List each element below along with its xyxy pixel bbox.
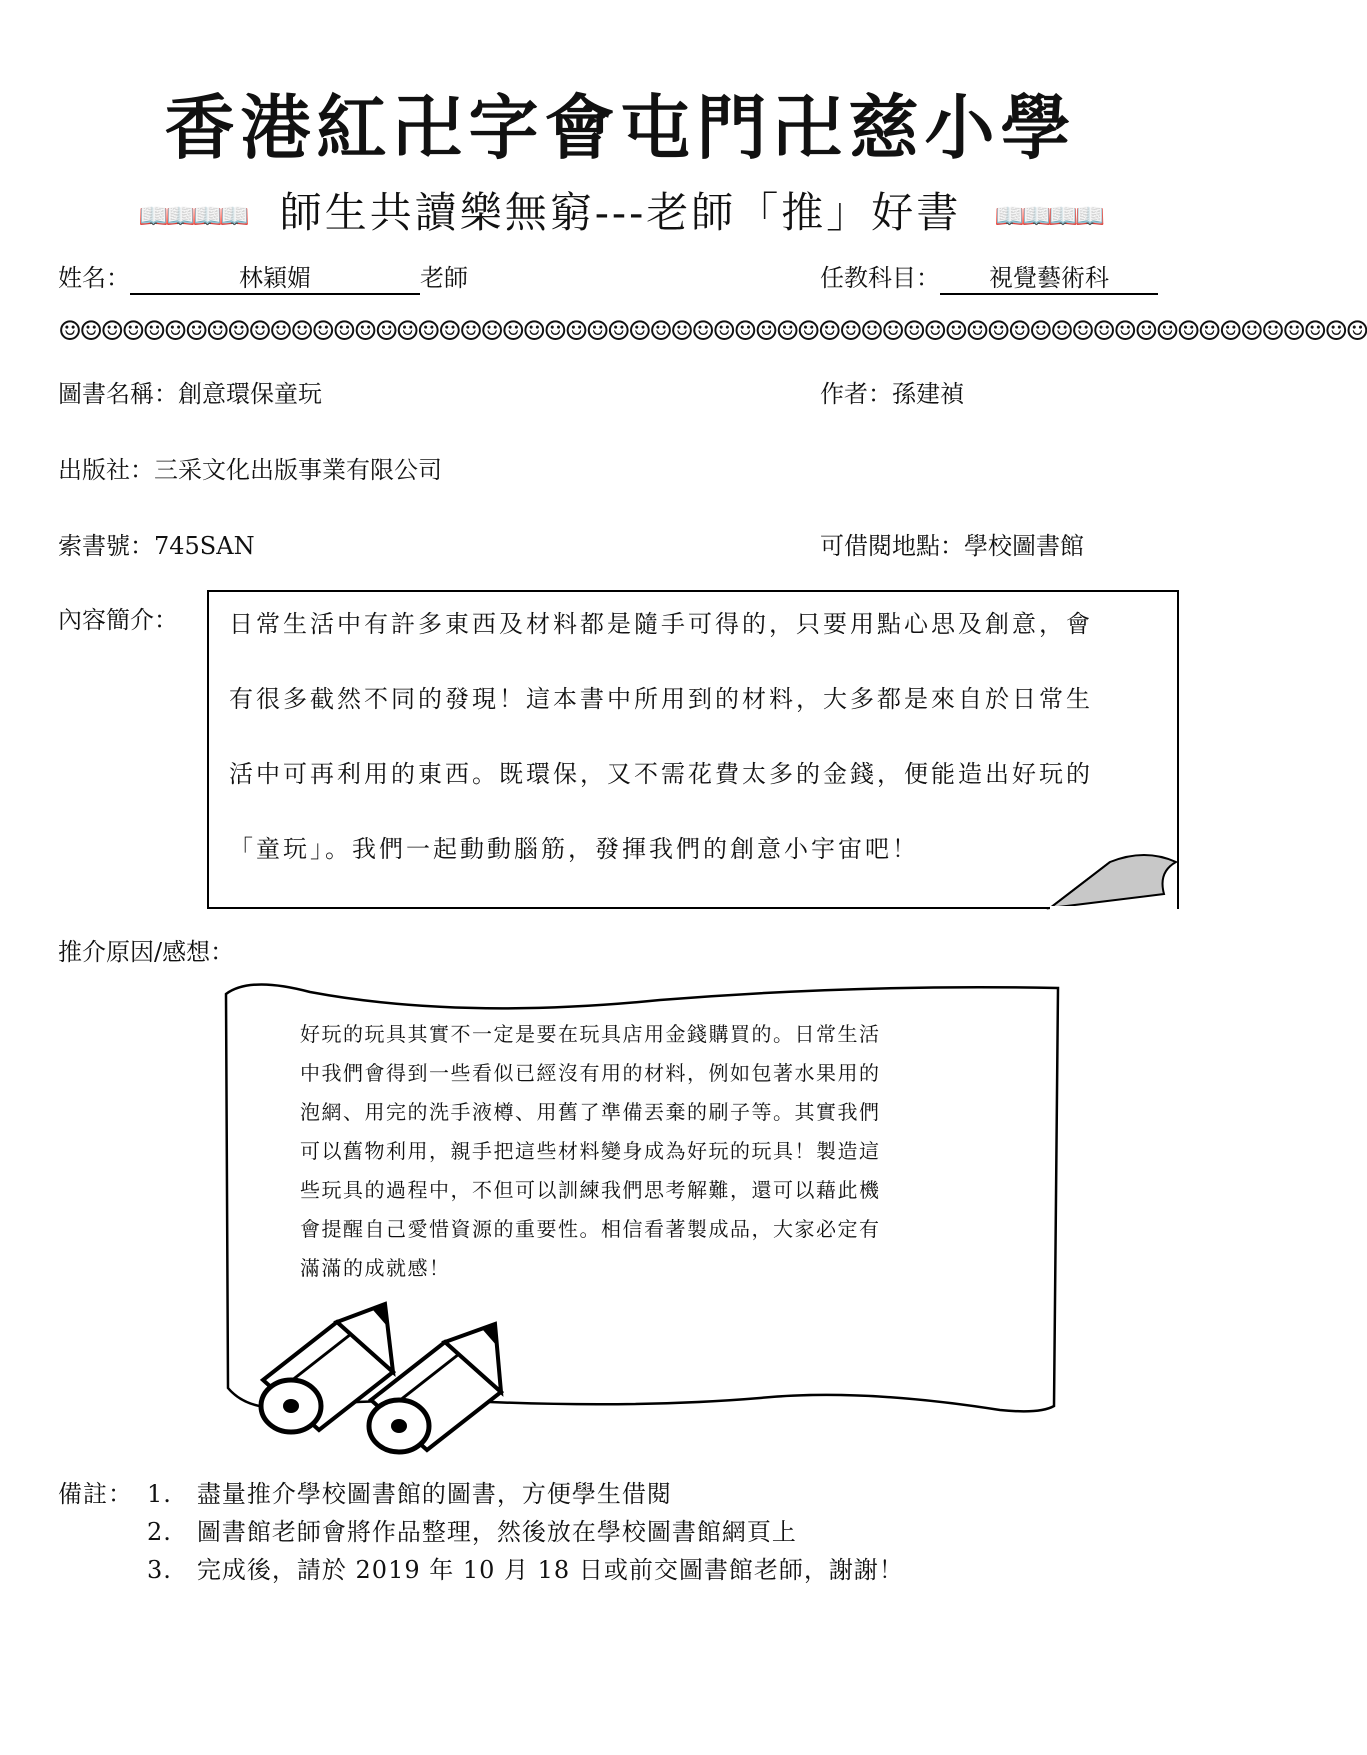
note-item: 3. 完成後，請於 2019 年 10 月 18 日或前交圖書館老師，謝謝！	[147, 1556, 904, 1584]
author-label: 作者：	[820, 380, 892, 408]
book-title: 創意環保童玩	[178, 380, 322, 408]
reason-line: 好玩的玩具其實不一定是要在玩具店用金錢購買的。日常生活	[300, 1022, 881, 1046]
location: 學校圖書館	[964, 532, 1084, 560]
summary-line: 日常生活中有許多東西及材料都是隨手可得的，只要用點心思及創意，會	[229, 610, 1093, 638]
notes-label: 備註：	[58, 1480, 133, 1508]
name-label: 姓名：	[58, 264, 130, 292]
summary-line: 「童玩」。我們一起動動腦筋，發揮我們的創意小宇宙吧！	[229, 835, 919, 863]
smiley-divider: ☺☺☺☺☺☺☺☺☺☺☺☺☺☺☺☺☺☺☺☺☺☺☺☺☺☺☺☺☺☺☺☺☺☺☺☺☺☺☺☺☺☺☺☺☺☺☺☺☺☺☺☺☺☺☺☺☺☺☺☺☺☺	[58, 316, 1367, 347]
publisher: 三采文化出版事業有限公司	[154, 456, 442, 484]
summary-box	[207, 590, 1179, 909]
call-number-label: 索書號：	[58, 532, 154, 560]
school-name: 香港紅卍字會屯門卍慈小學	[164, 86, 1077, 169]
reason-label: 推介原因/感想：	[58, 938, 235, 966]
author-row	[820, 374, 964, 409]
subject-row	[820, 258, 1158, 295]
publisher-label: 出版社：	[58, 456, 154, 484]
teacher-name-row	[58, 258, 468, 295]
reason-line: 泡網、用完的洗手液樽、用舊了準備丟棄的刷子等。其實我們	[300, 1100, 881, 1124]
page-curl-icon	[1050, 850, 1190, 910]
open-book-icons-right: 📖📖📖📖	[994, 202, 1103, 230]
pencils-icon	[245, 1288, 565, 1464]
location-row	[820, 526, 1084, 561]
author: 孫建禎	[892, 380, 964, 408]
subject-value: 視覺藝術科	[940, 258, 1158, 295]
call-number: 745SAN	[154, 532, 255, 560]
note-item: 1. 盡量推介學校圖書館的圖書，方便學生借閱	[147, 1480, 672, 1508]
summary-line: 活中可再利用的東西。既環保，又不需花費太多的金錢，便能造出好玩的	[229, 760, 1093, 788]
subject-label: 任教科目：	[820, 264, 940, 292]
reason-line: 些玩具的過程中，不但可以訓練我們思考解難，還可以藉此機	[300, 1178, 881, 1202]
summary-label: 內容簡介：	[58, 606, 178, 634]
location-label: 可借閱地點：	[820, 532, 964, 560]
subtitle-row	[0, 180, 1241, 240]
reason-line: 會提醒自己愛惜資源的重要性。相信看著製成品，大家必定有	[300, 1217, 881, 1241]
publisher-row	[58, 450, 442, 485]
note-item: 2. 圖書館老師會將作品整理，然後放在學校圖書館網頁上	[147, 1518, 797, 1546]
open-book-icons-left: 📖📖📖📖	[138, 202, 247, 230]
book-title-label: 圖書名稱：	[58, 380, 178, 408]
book-title-row	[58, 374, 322, 409]
summary-line: 有很多截然不同的發現！這本書中所用到的材料，大多都是來自於日常生	[229, 685, 1093, 713]
reason-line: 可以舊物利用，親手把這些材料變身成為好玩的玩具！製造這	[300, 1139, 881, 1163]
teacher-title: 老師	[420, 264, 468, 292]
teacher-name: 林穎媚	[130, 258, 420, 295]
subtitle: 師生共讀樂無窮---老師「推」好書	[279, 188, 962, 237]
reason-line: 滿滿的成就感！	[300, 1256, 451, 1280]
reason-line: 中我們會得到一些看似已經沒有用的材料，例如包著水果用的	[300, 1061, 881, 1085]
call-number-row	[58, 526, 255, 561]
